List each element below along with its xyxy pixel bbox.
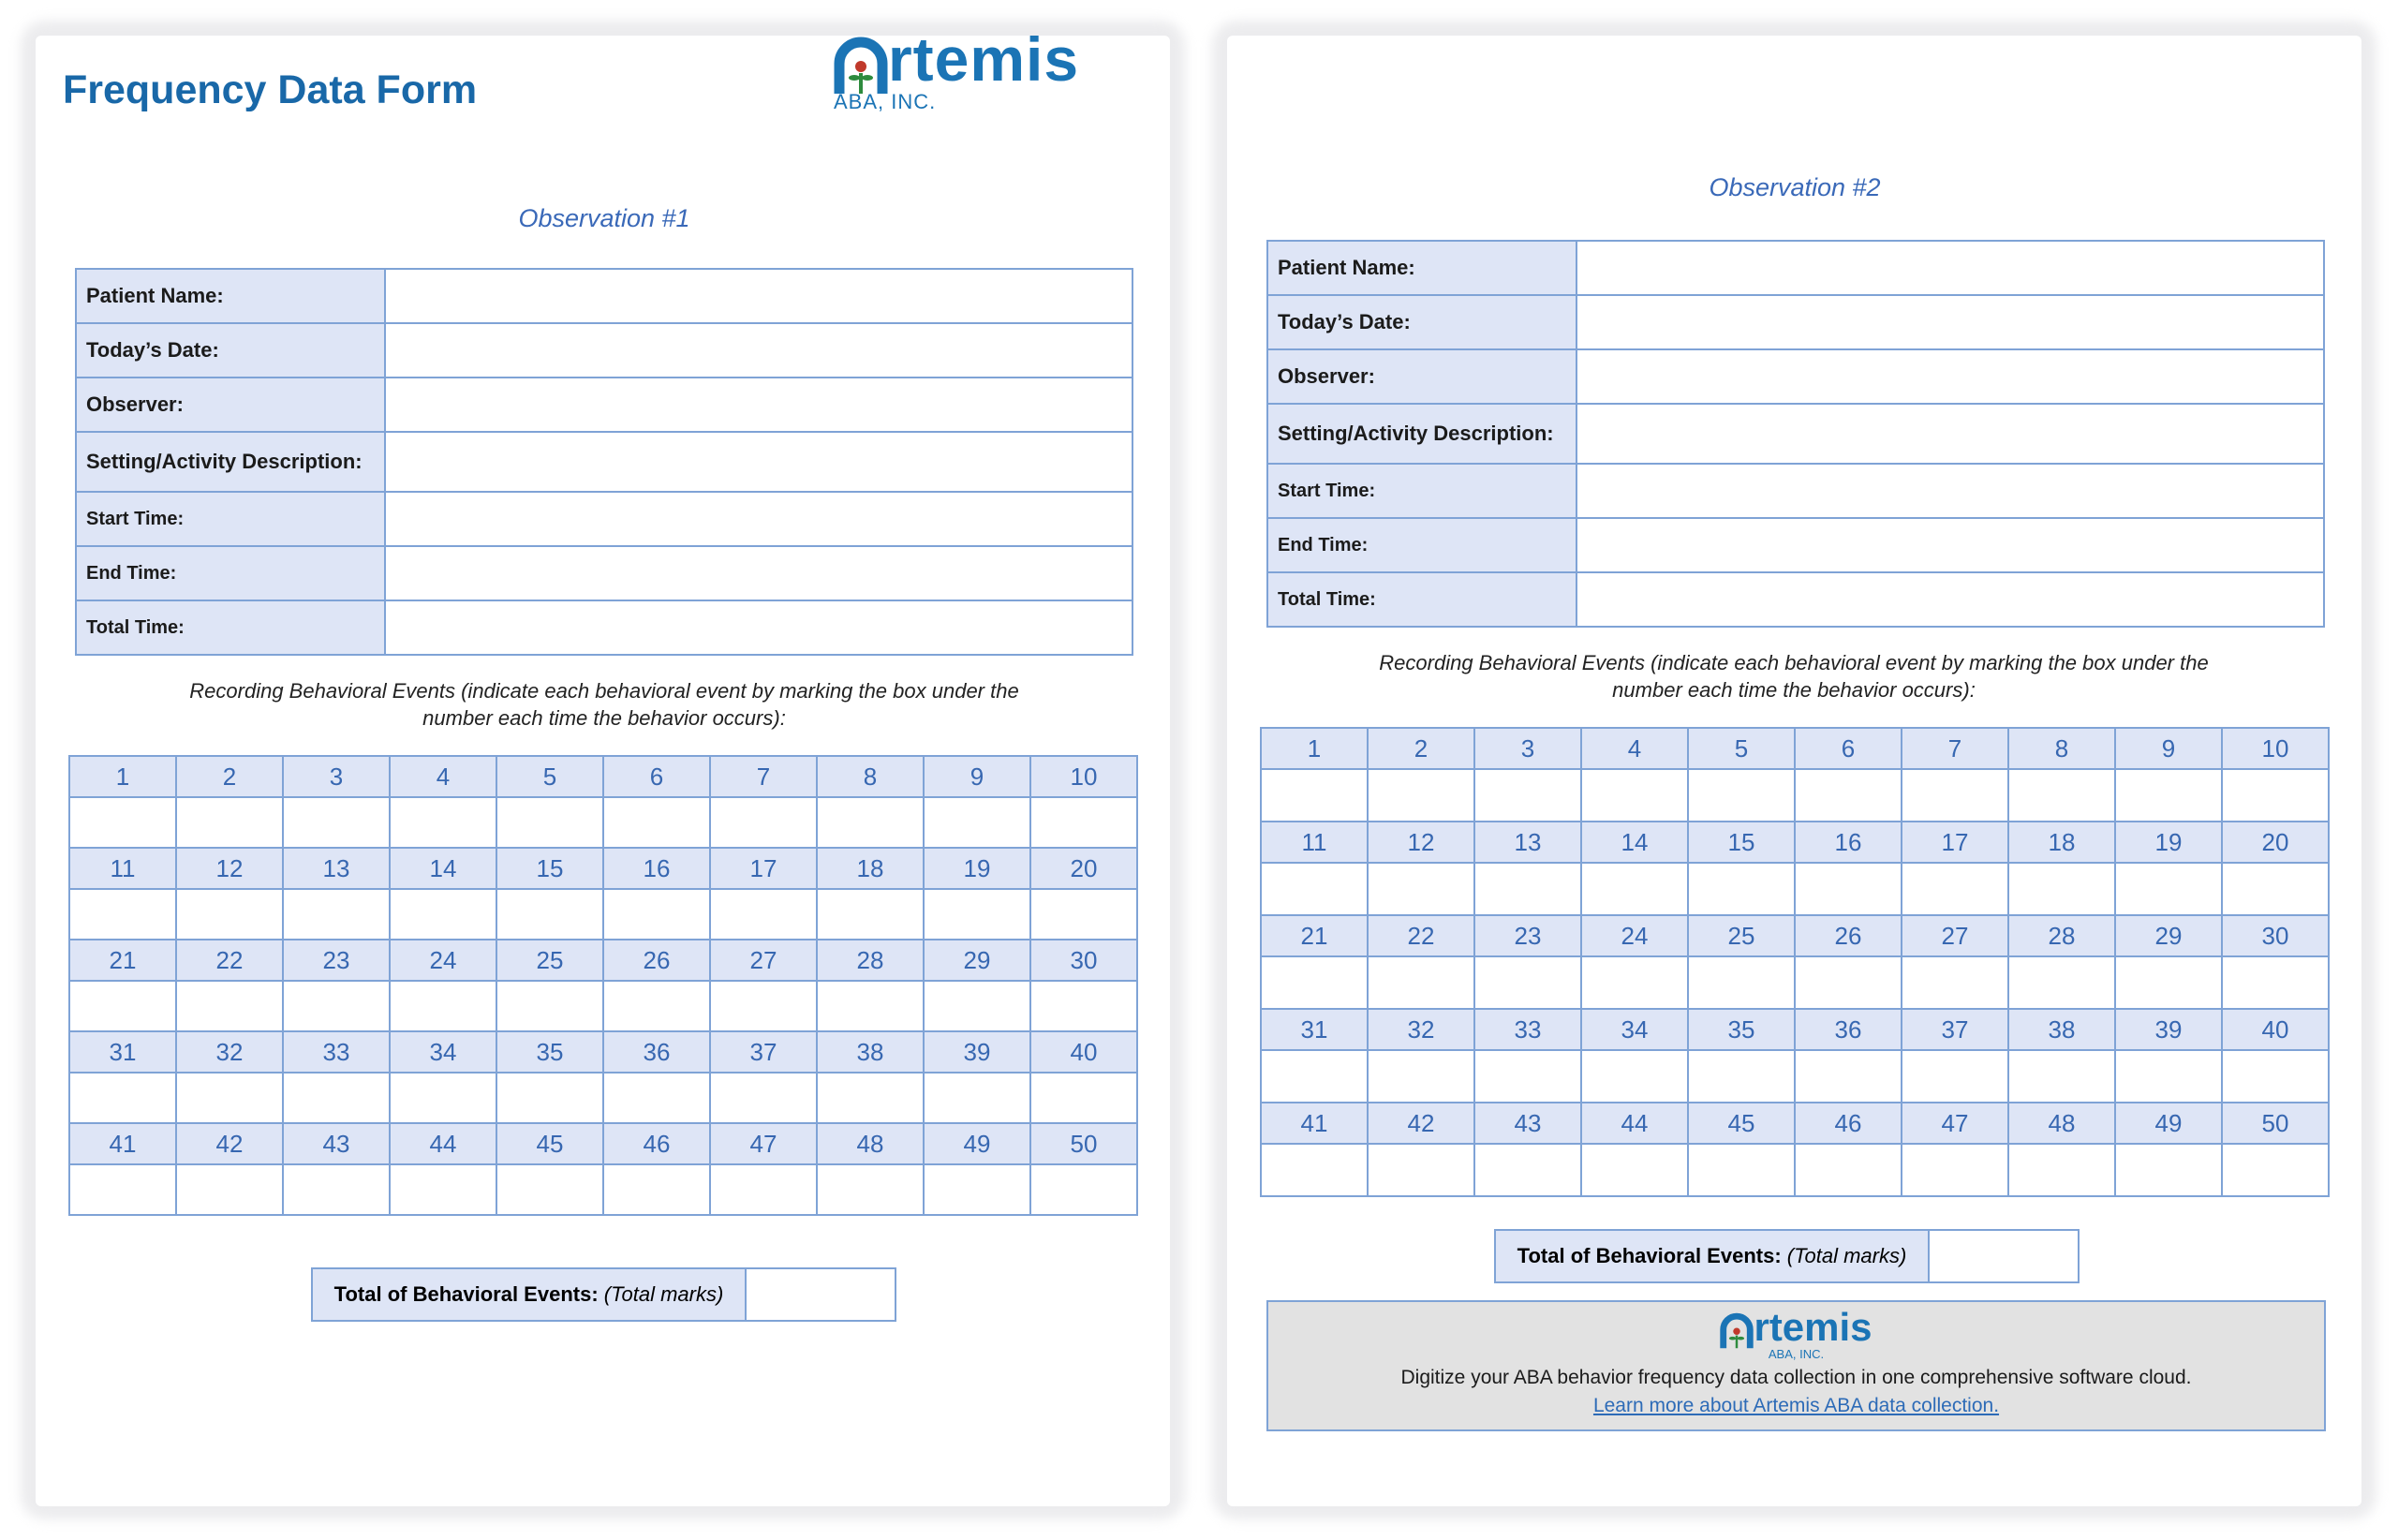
observation-1-title: Observation #1: [518, 204, 690, 232]
event-number-27: 27: [710, 940, 817, 981]
event-mark-box-29[interactable]: [924, 981, 1030, 1031]
event-mark-box-1[interactable]: [1261, 769, 1368, 822]
event-mark-box-26[interactable]: [603, 981, 710, 1031]
event-number-42: 42: [1368, 1103, 1474, 1144]
patient-name-label: Patient Name:: [76, 269, 385, 323]
event-number-13: 13: [283, 848, 390, 889]
event-mark-box-39[interactable]: [2115, 1050, 2222, 1103]
event-number-2: 2: [1368, 728, 1474, 769]
event-number-17: 17: [1902, 822, 2008, 863]
event-number-14: 14: [390, 848, 496, 889]
event-mark-box-4[interactable]: [390, 797, 496, 848]
event-mark-box-14[interactable]: [1581, 863, 1688, 915]
event-number-37: 37: [710, 1031, 817, 1073]
event-number-1: 1: [1261, 728, 1368, 769]
event-mark-box-44[interactable]: [1581, 1144, 1688, 1196]
event-number-41: 41: [69, 1123, 176, 1164]
event-number-49: 49: [924, 1123, 1030, 1164]
event-mark-box-34[interactable]: [1581, 1050, 1688, 1103]
observer-label: Observer:: [76, 378, 385, 432]
event-number-31: 31: [69, 1031, 176, 1073]
event-number-8: 8: [2008, 728, 2115, 769]
event-mark-box-21[interactable]: [69, 981, 176, 1031]
event-mark-box-22[interactable]: [1368, 956, 1474, 1009]
observation-2-instructions: Recording Behavioral Events (indicate each behavioral event by marking the box under the number each time the behavior occurs):: [1379, 651, 2209, 702]
date-field[interactable]: [1576, 295, 2324, 349]
start-time-label: Start Time:: [1267, 464, 1576, 518]
event-mark-box-9[interactable]: [2115, 769, 2222, 822]
observation-1-event-grid: [68, 755, 1138, 1216]
artemis-logo-small: rtemis ABA, INC.: [1268, 1308, 2324, 1361]
event-mark-box-13[interactable]: [283, 889, 390, 940]
event-mark-box-21[interactable]: [1261, 956, 1368, 1009]
event-number-50: 50: [1030, 1123, 1137, 1164]
event-number-7: 7: [1902, 728, 2008, 769]
event-number-22: 22: [1368, 915, 1474, 956]
event-number-30: 30: [2222, 915, 2329, 956]
event-mark-box-38[interactable]: [2008, 1050, 2115, 1103]
event-number-12: 12: [176, 848, 283, 889]
event-number-41: 41: [1261, 1103, 1368, 1144]
event-mark-box-32[interactable]: [176, 1073, 283, 1123]
event-number-39: 39: [2115, 1009, 2222, 1050]
event-mark-box-17[interactable]: [1902, 863, 2008, 915]
event-mark-box-5[interactable]: [1688, 769, 1795, 822]
event-number-45: 45: [1688, 1103, 1795, 1144]
event-mark-box-2[interactable]: [1368, 769, 1474, 822]
event-number-37: 37: [1902, 1009, 2008, 1050]
event-number-42: 42: [176, 1123, 283, 1164]
event-mark-box-39[interactable]: [924, 1073, 1030, 1123]
observer-label: Observer:: [1267, 349, 1576, 404]
artemis-logo: rtemis ABA, INC.: [834, 24, 1080, 113]
event-number-31: 31: [1261, 1009, 1368, 1050]
event-mark-box-47[interactable]: [710, 1164, 817, 1215]
event-number-12: 12: [1368, 822, 1474, 863]
event-mark-box-9[interactable]: [924, 797, 1030, 848]
event-mark-box-17[interactable]: [710, 889, 817, 940]
event-number-23: 23: [283, 940, 390, 981]
event-number-27: 27: [1902, 915, 2008, 956]
event-number-23: 23: [1474, 915, 1581, 956]
start-time-label: Start Time:: [76, 492, 385, 546]
event-number-24: 24: [1581, 915, 1688, 956]
event-number-19: 19: [924, 848, 1030, 889]
event-mark-box-42[interactable]: [1368, 1144, 1474, 1196]
event-mark-box-42[interactable]: [176, 1164, 283, 1215]
event-mark-box-16[interactable]: [603, 889, 710, 940]
event-number-34: 34: [390, 1031, 496, 1073]
event-number-18: 18: [2008, 822, 2115, 863]
event-mark-box-12[interactable]: [1368, 863, 1474, 915]
event-mark-box-3[interactable]: [283, 797, 390, 848]
observation-2-info-table: [1266, 240, 2325, 628]
event-mark-box-5[interactable]: [496, 797, 603, 848]
event-mark-box-7[interactable]: [1902, 769, 2008, 822]
observer-field[interactable]: [1576, 349, 2324, 404]
event-number-1: 1: [69, 756, 176, 797]
event-mark-box-49[interactable]: [924, 1164, 1030, 1215]
event-mark-box-19[interactable]: [2115, 863, 2222, 915]
promo-tagline: Digitize your ABA behavior frequency data collection in one comprehensive software cloud.: [1400, 1366, 2192, 1388]
end-time-field[interactable]: [385, 546, 1132, 600]
event-number-20: 20: [2222, 822, 2329, 863]
event-number-10: 10: [2222, 728, 2329, 769]
total-events-label: Total of Behavioral Events: (Total marks): [1495, 1230, 1929, 1282]
event-mark-box-43[interactable]: [283, 1164, 390, 1215]
event-mark-box-24[interactable]: [1581, 956, 1688, 1009]
event-mark-box-25[interactable]: [1688, 956, 1795, 1009]
observation-1-total-table: [311, 1267, 896, 1322]
event-mark-box-18[interactable]: [2008, 863, 2115, 915]
event-mark-box-8[interactable]: [2008, 769, 2115, 822]
event-number-13: 13: [1474, 822, 1581, 863]
event-number-4: 4: [1581, 728, 1688, 769]
event-number-46: 46: [603, 1123, 710, 1164]
event-mark-box-8[interactable]: [817, 797, 924, 848]
event-mark-box-45[interactable]: [1688, 1144, 1795, 1196]
event-mark-box-31[interactable]: [1261, 1050, 1368, 1103]
event-mark-box-27[interactable]: [1902, 956, 2008, 1009]
total-events-field[interactable]: [1929, 1230, 2079, 1282]
event-number-10: 10: [1030, 756, 1137, 797]
event-number-38: 38: [817, 1031, 924, 1073]
event-number-33: 33: [283, 1031, 390, 1073]
event-number-50: 50: [2222, 1103, 2329, 1144]
event-mark-box-12[interactable]: [176, 889, 283, 940]
event-mark-box-47[interactable]: [1902, 1144, 2008, 1196]
setting-label: Setting/Activity Description:: [1267, 404, 1576, 464]
event-mark-box-40[interactable]: [2222, 1050, 2329, 1103]
event-number-32: 32: [176, 1031, 283, 1073]
event-mark-box-6[interactable]: [1795, 769, 1902, 822]
event-number-22: 22: [176, 940, 283, 981]
event-mark-box-15[interactable]: [1688, 863, 1795, 915]
event-number-30: 30: [1030, 940, 1137, 981]
event-number-48: 48: [2008, 1103, 2115, 1144]
event-mark-box-43[interactable]: [1474, 1144, 1581, 1196]
observation-1-instructions: Recording Behavioral Events (indicate each behavioral event by marking the box under the number each time the behavior occurs):: [189, 679, 1019, 730]
event-number-36: 36: [603, 1031, 710, 1073]
event-mark-box-41[interactable]: [69, 1164, 176, 1215]
event-number-49: 49: [2115, 1103, 2222, 1144]
event-number-24: 24: [390, 940, 496, 981]
total-time-field[interactable]: [1576, 572, 2324, 627]
event-number-44: 44: [1581, 1103, 1688, 1144]
event-number-16: 16: [1795, 822, 1902, 863]
event-mark-box-28[interactable]: [817, 981, 924, 1031]
event-mark-box-28[interactable]: [2008, 956, 2115, 1009]
event-number-28: 28: [2008, 915, 2115, 956]
observation-1-info-table: [75, 268, 1133, 656]
event-mark-box-20[interactable]: [2222, 863, 2329, 915]
event-number-29: 29: [2115, 915, 2222, 956]
setting-field[interactable]: [1576, 404, 2324, 464]
arch-a-logo-icon: [1720, 1311, 1754, 1349]
event-mark-box-49[interactable]: [2115, 1144, 2222, 1196]
event-mark-box-31[interactable]: [69, 1073, 176, 1123]
end-time-label: End Time:: [1267, 518, 1576, 572]
event-number-26: 26: [603, 940, 710, 981]
observation-2-event-grid: [1260, 727, 2330, 1197]
event-number-9: 9: [924, 756, 1030, 797]
event-number-5: 5: [1688, 728, 1795, 769]
event-mark-box-48[interactable]: [2008, 1144, 2115, 1196]
event-number-38: 38: [2008, 1009, 2115, 1050]
event-number-25: 25: [496, 940, 603, 981]
event-mark-box-11[interactable]: [69, 889, 176, 940]
start-time-field[interactable]: [385, 492, 1132, 546]
event-number-15: 15: [1688, 822, 1795, 863]
event-number-48: 48: [817, 1123, 924, 1164]
event-number-45: 45: [496, 1123, 603, 1164]
setting-label: Setting/Activity Description:: [76, 432, 385, 492]
event-number-28: 28: [817, 940, 924, 981]
event-number-7: 7: [710, 756, 817, 797]
event-mark-box-46[interactable]: [1795, 1144, 1902, 1196]
event-number-21: 21: [1261, 915, 1368, 956]
total-time-label: Total Time:: [76, 600, 385, 655]
event-number-47: 47: [1902, 1103, 2008, 1144]
patient-name-field[interactable]: [1576, 241, 2324, 295]
end-time-label: End Time:: [76, 546, 385, 600]
artemis-promo-box: [1266, 1300, 2326, 1431]
event-mark-box-48[interactable]: [817, 1164, 924, 1215]
event-mark-box-35[interactable]: [1688, 1050, 1795, 1103]
event-number-25: 25: [1688, 915, 1795, 956]
event-mark-box-50[interactable]: [2222, 1144, 2329, 1196]
event-mark-box-22[interactable]: [176, 981, 283, 1031]
event-number-16: 16: [603, 848, 710, 889]
event-mark-box-30[interactable]: [2222, 956, 2329, 1009]
event-number-40: 40: [2222, 1009, 2329, 1050]
event-mark-box-1[interactable]: [69, 797, 176, 848]
patient-name-label: Patient Name:: [1267, 241, 1576, 295]
event-number-26: 26: [1795, 915, 1902, 956]
event-number-11: 11: [1261, 822, 1368, 863]
event-number-6: 6: [1795, 728, 1902, 769]
event-number-44: 44: [390, 1123, 496, 1164]
event-number-34: 34: [1581, 1009, 1688, 1050]
event-mark-box-36[interactable]: [603, 1073, 710, 1123]
event-number-39: 39: [924, 1031, 1030, 1073]
event-mark-box-50[interactable]: [1030, 1164, 1137, 1215]
event-number-6: 6: [603, 756, 710, 797]
total-events-label: Total of Behavioral Events: (Total marks): [312, 1268, 746, 1321]
observation-2-title: Observation #2: [1709, 173, 1881, 201]
total-time-field[interactable]: [385, 600, 1132, 655]
setting-field[interactable]: [385, 432, 1132, 492]
event-mark-box-26[interactable]: [1795, 956, 1902, 1009]
total-events-field[interactable]: [746, 1268, 896, 1321]
event-mark-box-27[interactable]: [710, 981, 817, 1031]
event-mark-box-25[interactable]: [496, 981, 603, 1031]
event-mark-box-20[interactable]: [1030, 889, 1137, 940]
event-mark-box-30[interactable]: [1030, 981, 1137, 1031]
end-time-field[interactable]: [1576, 518, 2324, 572]
event-mark-box-10[interactable]: [2222, 769, 2329, 822]
date-field[interactable]: [385, 323, 1132, 378]
event-mark-box-33[interactable]: [283, 1073, 390, 1123]
event-mark-box-38[interactable]: [817, 1073, 924, 1123]
start-time-field[interactable]: [1576, 464, 2324, 518]
event-number-3: 3: [283, 756, 390, 797]
event-mark-box-23[interactable]: [283, 981, 390, 1031]
event-mark-box-32[interactable]: [1368, 1050, 1474, 1103]
event-mark-box-15[interactable]: [496, 889, 603, 940]
event-number-43: 43: [283, 1123, 390, 1164]
event-number-46: 46: [1795, 1103, 1902, 1144]
observation-2-total-table: [1494, 1229, 2080, 1283]
event-number-33: 33: [1474, 1009, 1581, 1050]
event-mark-box-45[interactable]: [496, 1164, 603, 1215]
event-mark-box-16[interactable]: [1795, 863, 1902, 915]
event-number-15: 15: [496, 848, 603, 889]
date-label: Today’s Date:: [1267, 295, 1576, 349]
event-number-47: 47: [710, 1123, 817, 1164]
arch-a-logo-icon: [834, 36, 888, 94]
event-number-35: 35: [496, 1031, 603, 1073]
event-mark-box-37[interactable]: [710, 1073, 817, 1123]
event-number-19: 19: [2115, 822, 2222, 863]
event-mark-box-35[interactable]: [496, 1073, 603, 1123]
event-mark-box-11[interactable]: [1261, 863, 1368, 915]
event-number-2: 2: [176, 756, 283, 797]
learn-more-link[interactable]: Learn more about Artemis ABA data collection.: [1592, 1394, 2000, 1416]
event-mark-box-3[interactable]: [1474, 769, 1581, 822]
event-mark-box-23[interactable]: [1474, 956, 1581, 1009]
event-mark-box-7[interactable]: [710, 797, 817, 848]
event-mark-box-6[interactable]: [603, 797, 710, 848]
event-number-11: 11: [69, 848, 176, 889]
event-mark-box-2[interactable]: [176, 797, 283, 848]
event-mark-box-19[interactable]: [924, 889, 1030, 940]
event-number-18: 18: [817, 848, 924, 889]
event-mark-box-29[interactable]: [2115, 956, 2222, 1009]
event-mark-box-44[interactable]: [390, 1164, 496, 1215]
form-title: Frequency Data Form: [63, 67, 478, 112]
event-mark-box-36[interactable]: [1795, 1050, 1902, 1103]
event-number-40: 40: [1030, 1031, 1137, 1073]
event-mark-box-41[interactable]: [1261, 1144, 1368, 1196]
event-mark-box-4[interactable]: [1581, 769, 1688, 822]
event-number-20: 20: [1030, 848, 1137, 889]
date-label: Today’s Date:: [76, 323, 385, 378]
event-number-9: 9: [2115, 728, 2222, 769]
event-number-43: 43: [1474, 1103, 1581, 1144]
event-number-4: 4: [390, 756, 496, 797]
event-mark-box-18[interactable]: [817, 889, 924, 940]
event-number-32: 32: [1368, 1009, 1474, 1050]
event-number-8: 8: [817, 756, 924, 797]
event-mark-box-46[interactable]: [603, 1164, 710, 1215]
event-number-21: 21: [69, 940, 176, 981]
event-mark-box-37[interactable]: [1902, 1050, 2008, 1103]
total-time-label: Total Time:: [1267, 572, 1576, 627]
event-mark-box-34[interactable]: [390, 1073, 496, 1123]
event-number-29: 29: [924, 940, 1030, 981]
event-mark-box-13[interactable]: [1474, 863, 1581, 915]
event-number-3: 3: [1474, 728, 1581, 769]
patient-name-field[interactable]: [385, 269, 1132, 323]
observer-field[interactable]: [385, 378, 1132, 432]
event-number-17: 17: [710, 848, 817, 889]
event-mark-box-10[interactable]: [1030, 797, 1137, 848]
event-number-35: 35: [1688, 1009, 1795, 1050]
event-mark-box-33[interactable]: [1474, 1050, 1581, 1103]
event-mark-box-40[interactable]: [1030, 1073, 1137, 1123]
event-number-5: 5: [496, 756, 603, 797]
event-mark-box-14[interactable]: [390, 889, 496, 940]
event-mark-box-24[interactable]: [390, 981, 496, 1031]
event-number-36: 36: [1795, 1009, 1902, 1050]
event-number-14: 14: [1581, 822, 1688, 863]
